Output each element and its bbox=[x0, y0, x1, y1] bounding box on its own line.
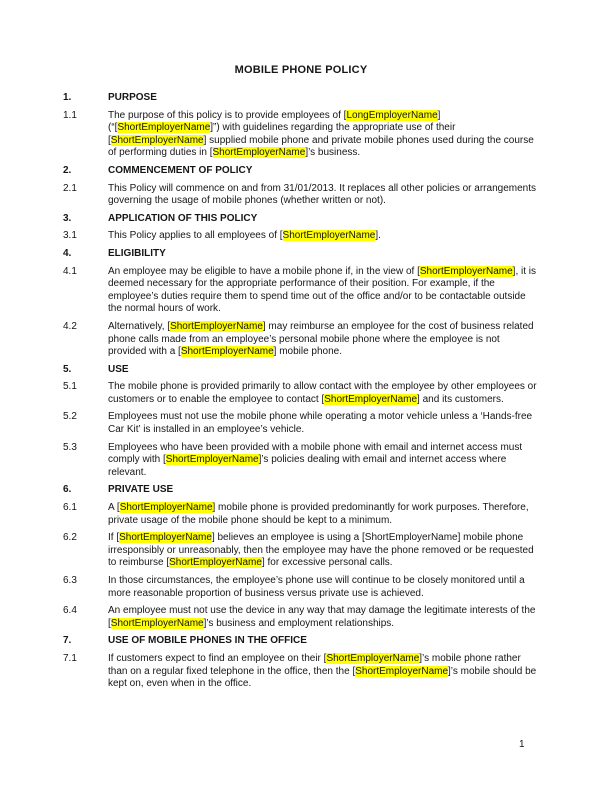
clause-text: If [ShortEmployerName] believes an employee is using a [ShortEmployerName] mobile phone irresponsibly or unreasonably, then the employee may have the phone removed or be requested to reimburse [ShortEmployerName] for excessive personal calls. bbox=[108, 532, 534, 569]
placeholder-highlight: ShortEmployerName bbox=[282, 230, 376, 242]
clause-row bbox=[63, 605, 539, 630]
placeholder-highlight: ShortEmployerName bbox=[110, 617, 204, 629]
clause-row bbox=[63, 381, 539, 406]
clause-number: 6.2 bbox=[63, 532, 77, 544]
document-content bbox=[63, 64, 539, 696]
section-heading-row bbox=[63, 165, 539, 178]
section-number: 5. bbox=[63, 363, 72, 375]
clause-number: 7.1 bbox=[63, 652, 77, 664]
clause-row bbox=[63, 575, 539, 600]
section-heading-label: COMMENCEMENT OF POLICY bbox=[108, 164, 253, 176]
clause-text: Employees must not use the mobile phone while operating a motor vehicle unless a ‘Hands-free Car Kit’ is installed in an employee’s vehicle. bbox=[108, 411, 533, 436]
section-number: 1. bbox=[63, 92, 72, 103]
clause-number: 5.3 bbox=[63, 441, 77, 453]
section-heading-label: USE bbox=[108, 363, 129, 375]
clause-number: 3.1 bbox=[63, 230, 77, 242]
clause-number: 2.1 bbox=[63, 182, 77, 194]
placeholder-highlight: ShortEmployerName bbox=[324, 393, 418, 405]
clause-row bbox=[63, 110, 539, 160]
clause-number: 6.4 bbox=[63, 605, 77, 617]
placeholder-highlight: ShortEmployerName bbox=[170, 320, 263, 332]
section-heading-row bbox=[63, 484, 539, 497]
section-heading-label: PURPOSE bbox=[108, 92, 157, 103]
clause-row bbox=[63, 653, 539, 691]
clause-text: This Policy will commence on and from 31/01/2013. It replaces all other policies or arrangements governing the usage of mobile phones (whether written or not). bbox=[108, 182, 536, 207]
section-number: 6. bbox=[63, 484, 72, 496]
section-heading-row bbox=[63, 248, 539, 261]
section-heading-label: APPLICATION OF THIS POLICY bbox=[108, 212, 258, 224]
clause-number: 1.1 bbox=[63, 109, 77, 121]
section-heading-row bbox=[63, 92, 539, 105]
clause-number: 5.1 bbox=[63, 381, 77, 393]
section-number: 3. bbox=[63, 212, 72, 224]
clause-row bbox=[63, 266, 539, 316]
clause-text: An employee must not use the device in any way that may damage the legitimate interests of the [ShortEmployerName]’s business and employment relationships. bbox=[108, 605, 536, 629]
clause-text: The purpose of this policy is to provide employees of [LongEmployerName] (“[ShortEmployerName]”) with guidelines regarding the appropriate use of their [ShortEmployerName] supplied mobile phone and private mobile phones used during the course of performing duties in [ShortEmployerName]’s business. bbox=[108, 109, 534, 159]
clause-number: 4.2 bbox=[63, 320, 77, 332]
clause-text: Alternatively, [ShortEmployerName] may reimburse an employee for the cost of business related phone calls made from an employee’s personal mobile phone where the employee is not provided with a [ShortEmployerName] mobile phone. bbox=[108, 320, 534, 358]
placeholder-highlight: ShortEmployerName bbox=[110, 134, 204, 146]
clause-text: In those circumstances, the employee’s phone use will continue to be closely monitored until a more reasonable proportion of business versus private use is achieved. bbox=[108, 575, 525, 599]
clause-row bbox=[63, 230, 539, 243]
placeholder-highlight: ShortEmployerName bbox=[419, 265, 513, 277]
section-number: 7. bbox=[63, 635, 72, 647]
section-heading-label: PRIVATE USE bbox=[108, 484, 174, 496]
section-heading-label: USE OF MOBILE PHONES IN THE OFFICE bbox=[108, 635, 307, 647]
clause-row bbox=[63, 321, 539, 359]
placeholder-highlight: ShortEmployerName bbox=[119, 502, 213, 514]
placeholder-highlight: ShortEmployerName bbox=[165, 454, 259, 466]
placeholder-highlight: ShortEmployerName bbox=[169, 557, 262, 569]
clause-row bbox=[63, 502, 539, 527]
document-title: MOBILE PHONE POLICY bbox=[234, 64, 368, 76]
section-heading-row bbox=[63, 635, 539, 648]
page-number: 1 bbox=[519, 739, 525, 750]
section-number: 2. bbox=[63, 164, 72, 176]
clause-text: The mobile phone is provided primarily to allow contact with the employee by other employees or customers or to enable the employee to contact [ShortEmployerName] and its customers. bbox=[108, 381, 537, 405]
clause-text: Employees who have been provided with a mobile phone with email and internet access must comply with [ShortEmployerName]’s policies dealing with email and internet access where relevant. bbox=[108, 441, 523, 478]
clause-row bbox=[63, 532, 539, 570]
clause-text: An employee may be eligible to have a mobile phone if, in the view of [ShortEmployerName], it is deemed necessary for the appropriate performance of their position. For example, if the employee’s duties require them to spend time out of the office and/or to be contactable outside the normal hours of work. bbox=[108, 265, 537, 315]
clause-text: This Policy applies to all employees of [ShortEmployerName]. bbox=[108, 230, 381, 242]
section-heading-row bbox=[63, 213, 539, 226]
clause-number: 5.2 bbox=[63, 411, 77, 423]
clause-text: If customers expect to find an employee on their [ShortEmployerName]’s mobile phone rather than on a regular fixed telephone in the office, then the [ShortEmployerName]’s mobile should be kept on, even when in the office. bbox=[108, 652, 537, 690]
placeholder-highlight: ShortEmployerName bbox=[212, 147, 306, 159]
placeholder-highlight: ShortEmployerName bbox=[119, 532, 212, 544]
section-number: 4. bbox=[63, 247, 72, 259]
clause-row bbox=[63, 183, 539, 208]
section-heading-label: ELIGIBILITY bbox=[108, 247, 166, 259]
section-heading-row bbox=[63, 364, 539, 377]
clause-row bbox=[63, 411, 539, 436]
placeholder-highlight: ShortEmployerName bbox=[180, 346, 274, 358]
clause-row bbox=[63, 442, 539, 480]
clause-number: 6.3 bbox=[63, 575, 77, 586]
clause-number: 4.1 bbox=[63, 265, 77, 277]
clause-text: A [ShortEmployerName] mobile phone is provided predominantly for work purposes. Therefore, private usage of the mobile phone should be kept to a minimum. bbox=[108, 502, 529, 526]
clause-number: 6.1 bbox=[63, 502, 77, 514]
placeholder-highlight: ShortEmployerName bbox=[355, 665, 449, 677]
placeholder-highlight: ShortEmployerName bbox=[117, 122, 211, 134]
placeholder-highlight: ShortEmployerName bbox=[326, 652, 420, 664]
document-body bbox=[63, 92, 539, 691]
placeholder-highlight: LongEmployerName bbox=[346, 109, 438, 121]
